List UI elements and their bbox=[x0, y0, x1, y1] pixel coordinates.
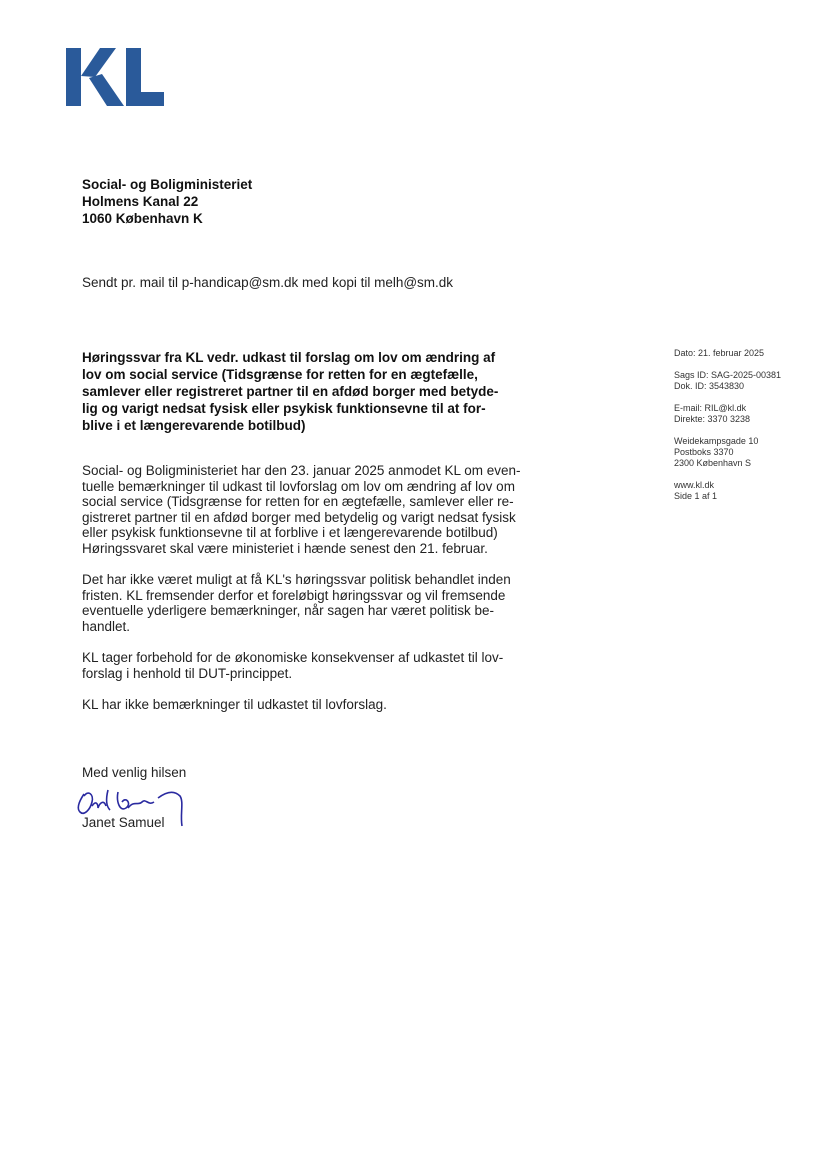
body-line: Det har ikke været muligt at få KL's høringssvar politisk behandlet inden bbox=[82, 572, 511, 587]
body-line: gistreret partner til en afdød borger med betydelig og varigt nedsat fysisk bbox=[82, 509, 516, 525]
address-pobox: Postboks 3370 bbox=[674, 447, 734, 457]
sent-by-mail-line: Sendt pr. mail til p-handicap@sm.dk med kopi til melh@sm.dk bbox=[82, 275, 454, 290]
subject-line: Høringssvar fra KL vedr. udkast til forslag om lov om ændring af bbox=[82, 350, 496, 365]
recipient-city: 1060 København K bbox=[82, 211, 203, 226]
contact-direct-phone: Direkte: 3370 3238 bbox=[674, 414, 751, 424]
paragraph-2 bbox=[82, 572, 552, 634]
body-line: eller psykisk funktionsevne til at forblive i et længerevarende botilbud) bbox=[82, 525, 498, 540]
body-line: Høringssvaret skal være ministeriet i hænde senest den 21. februar. bbox=[82, 540, 488, 556]
kl-logo bbox=[64, 46, 166, 108]
body-line: eventuelle yderligere bemærkninger, når sagen har været politisk be- bbox=[82, 603, 494, 618]
body-line: social service (Tidsgrænse for retten for en ægtefælle, samlever eller re- bbox=[82, 494, 514, 509]
subject-line: samlever eller registreret partner til en afdød borger med betyde- bbox=[82, 384, 499, 399]
body-line: forslag i henhold til DUT-princippet. bbox=[82, 665, 293, 681]
page-number: Side 1 af 1 bbox=[674, 491, 718, 501]
subject-line: lig og varigt nedsat fysisk eller psykisk funktionsevne til at for- bbox=[82, 401, 486, 416]
date-group bbox=[674, 348, 814, 359]
address-street: Weidekampsgade 10 bbox=[674, 436, 759, 446]
address-city: 2300 København S bbox=[674, 458, 752, 468]
subject-line: lov om social service (Tidsgrænse for retten for en ægtefælle, bbox=[82, 367, 478, 382]
body-line: handlet. bbox=[82, 618, 131, 634]
subject-heading bbox=[82, 349, 562, 434]
signer-name: Janet Samuel bbox=[82, 815, 165, 830]
id-group bbox=[674, 370, 814, 392]
body-line: KL tager forbehold for de økonomiske konsekvenser af udkastet til lov- bbox=[82, 650, 504, 665]
paragraph-3 bbox=[82, 650, 552, 681]
address-group bbox=[674, 436, 814, 469]
web-group bbox=[674, 480, 814, 502]
recipient-address bbox=[82, 176, 252, 227]
body-line: tuelle bemærkninger til udkast til lovforslag om lov om ændring af lov om bbox=[82, 478, 515, 494]
letter-body bbox=[82, 463, 552, 729]
sidebar-metadata bbox=[674, 348, 814, 513]
recipient-name: Social- og Boligministeriet bbox=[82, 177, 253, 192]
contact-email: E-mail: RIL@kl.dk bbox=[674, 403, 747, 413]
body-line: KL har ikke bemærkninger til udkastet til lovforslag. bbox=[82, 697, 387, 712]
document-id: Dok. ID: 3543830 bbox=[674, 381, 745, 391]
body-line: fristen. KL fremsender derfor et foreløbigt høringssvar og vil fremsende bbox=[82, 587, 506, 603]
subject-line: blive i et længerevarende botilbud) bbox=[82, 418, 306, 433]
body-line: Social- og Boligministeriet har den 23. januar 2025 anmodet KL om even- bbox=[82, 463, 521, 478]
contact-group bbox=[674, 403, 814, 425]
recipient-street: Holmens Kanal 22 bbox=[82, 194, 199, 209]
paragraph-4 bbox=[82, 697, 552, 713]
kl-logo-mark bbox=[64, 46, 166, 108]
website: www.kl.dk bbox=[674, 480, 715, 490]
case-id: Sags ID: SAG-2025-00381 bbox=[674, 370, 782, 380]
letter-date: Dato: 21. februar 2025 bbox=[674, 348, 765, 358]
paragraph-1 bbox=[82, 463, 552, 556]
closing-greeting: Med venlig hilsen bbox=[82, 765, 187, 780]
